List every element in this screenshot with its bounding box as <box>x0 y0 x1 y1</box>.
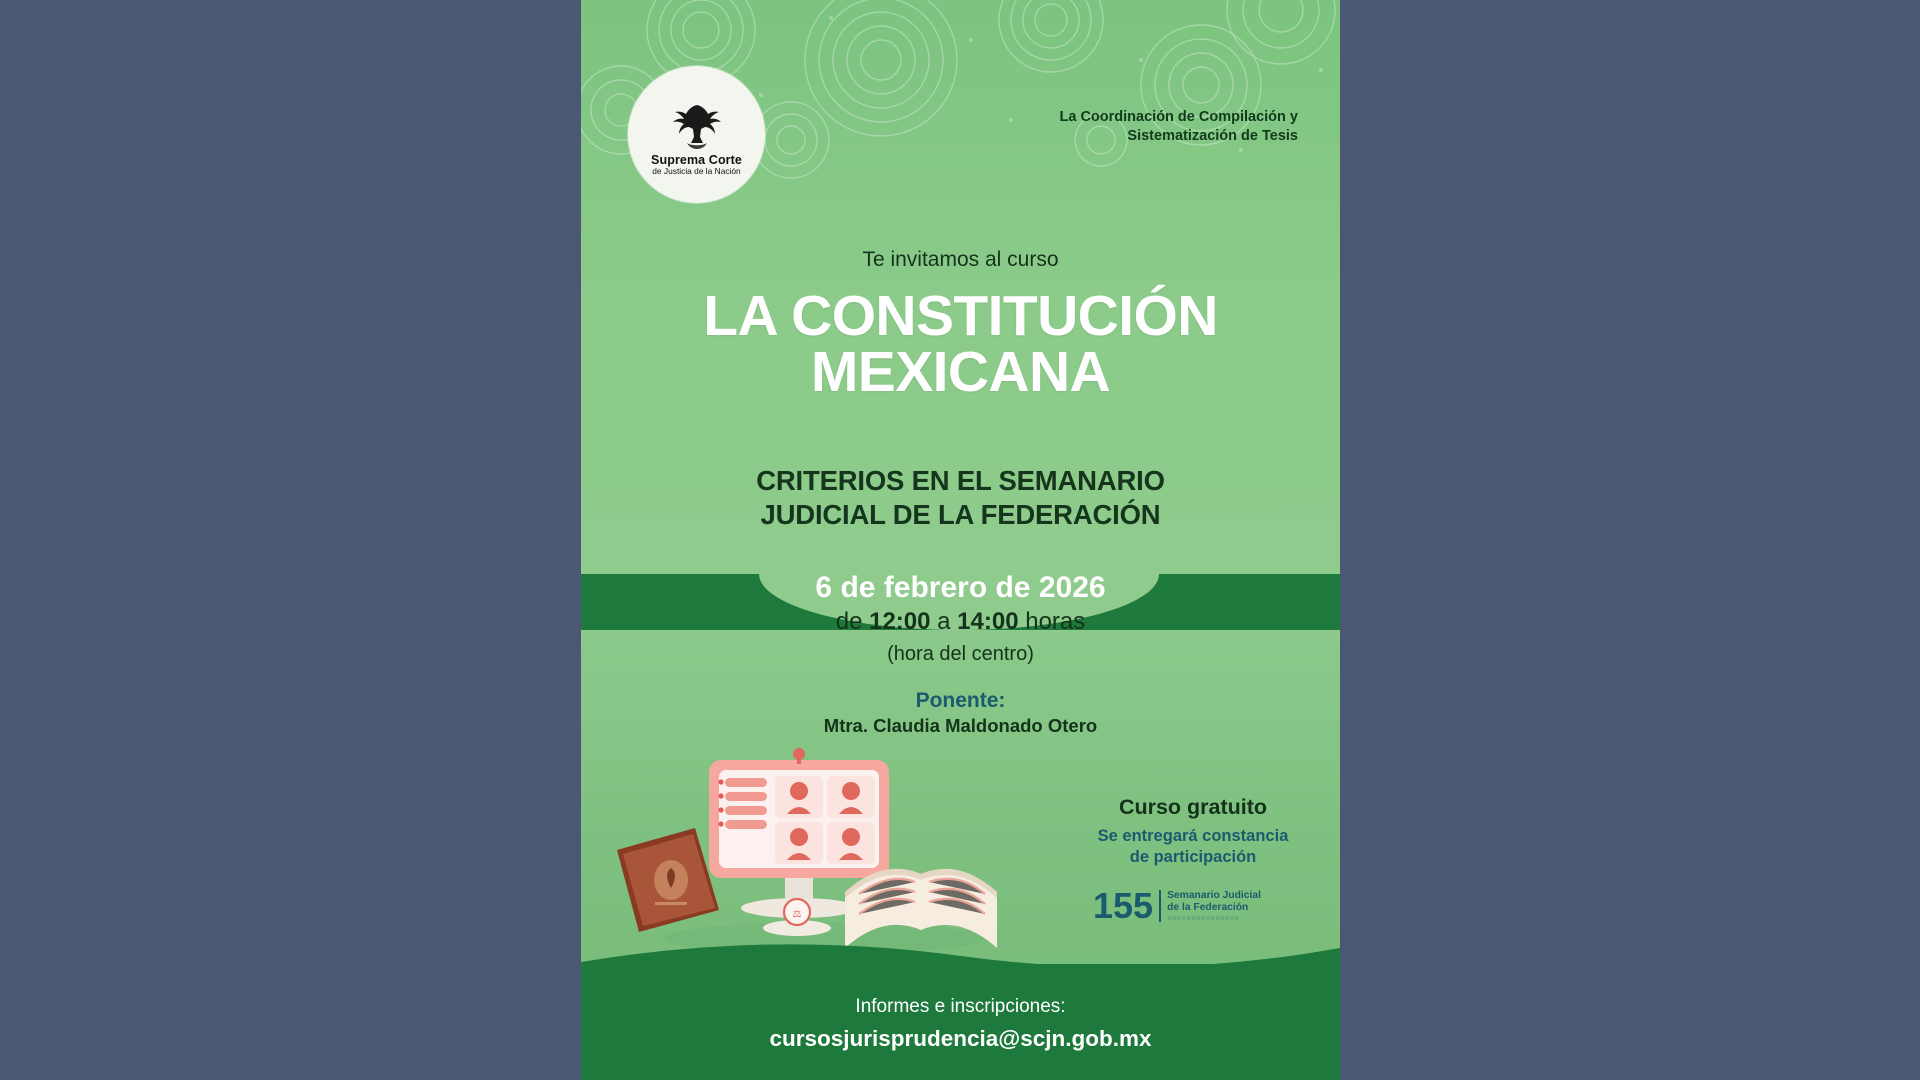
footer-email[interactable]: cursosjurisprudencia@scjn.gob.mx <box>769 1026 1152 1051</box>
certificate-line-1: Se entregará constancia <box>1097 827 1289 845</box>
time-end: 14:00 <box>957 608 1019 635</box>
time-prefix: de <box>835 608 870 635</box>
subtitle-line-2: JUDICIAL DE LA FEDERACIÓN <box>760 499 1161 531</box>
footer-info-label: Informes e inscripciones: <box>855 996 1066 1017</box>
sjf-divider <box>1159 890 1161 922</box>
time-middle: a <box>930 608 958 635</box>
organizer-text: La Coordinación de Compilación y Sistematización de Tesis <box>1059 109 1298 144</box>
seal-line1: Suprema Corte <box>651 152 742 167</box>
seal-line2: de Justicia de la Nación <box>652 165 741 176</box>
speaker-name: Mtra. Claudia Maldonado Otero <box>823 715 1098 736</box>
svg-text:⚖: ⚖ <box>792 909 802 920</box>
certificate-note <box>1043 826 1340 868</box>
time-suffix: horas <box>1018 608 1086 635</box>
free-course-label: Curso gratuito <box>1118 795 1268 819</box>
mexican-eagle-emblem-icon <box>667 99 727 151</box>
event-timezone: (hora del centro) <box>887 643 1034 665</box>
desk-illustration <box>599 742 1039 967</box>
sjf-dots: ○○○○○○○○○○○○○○○ <box>1167 915 1240 923</box>
sjf-number: 155 <box>1093 885 1154 926</box>
scjn-seal <box>628 66 765 203</box>
certificate-line-2: de participación <box>1129 848 1257 867</box>
title-line-1: LA CONSTITUCIÓN <box>703 284 1218 348</box>
invitation-text: Te invitamos al curso <box>862 248 1059 271</box>
course-poster <box>581 0 1340 1080</box>
page-title <box>581 284 1340 405</box>
event-date: 6 de febrero de 2026 <box>815 571 1106 604</box>
sjf-line-1: Semanario Judicial <box>1167 889 1261 901</box>
speaker-label: Ponente: <box>915 689 1006 712</box>
title-line-2: MEXICANA <box>810 340 1111 405</box>
page-subtitle <box>581 464 1340 533</box>
time-start: 12:00 <box>869 608 931 635</box>
event-time <box>581 608 1340 636</box>
footer-band <box>581 964 1340 1080</box>
constitution-book-icon <box>617 828 719 932</box>
sjf-line-2: de la Federación <box>1167 901 1249 913</box>
subtitle-line-1: CRITERIOS EN EL SEMANARIO <box>756 465 1165 496</box>
sjf-logo <box>1093 885 1313 926</box>
